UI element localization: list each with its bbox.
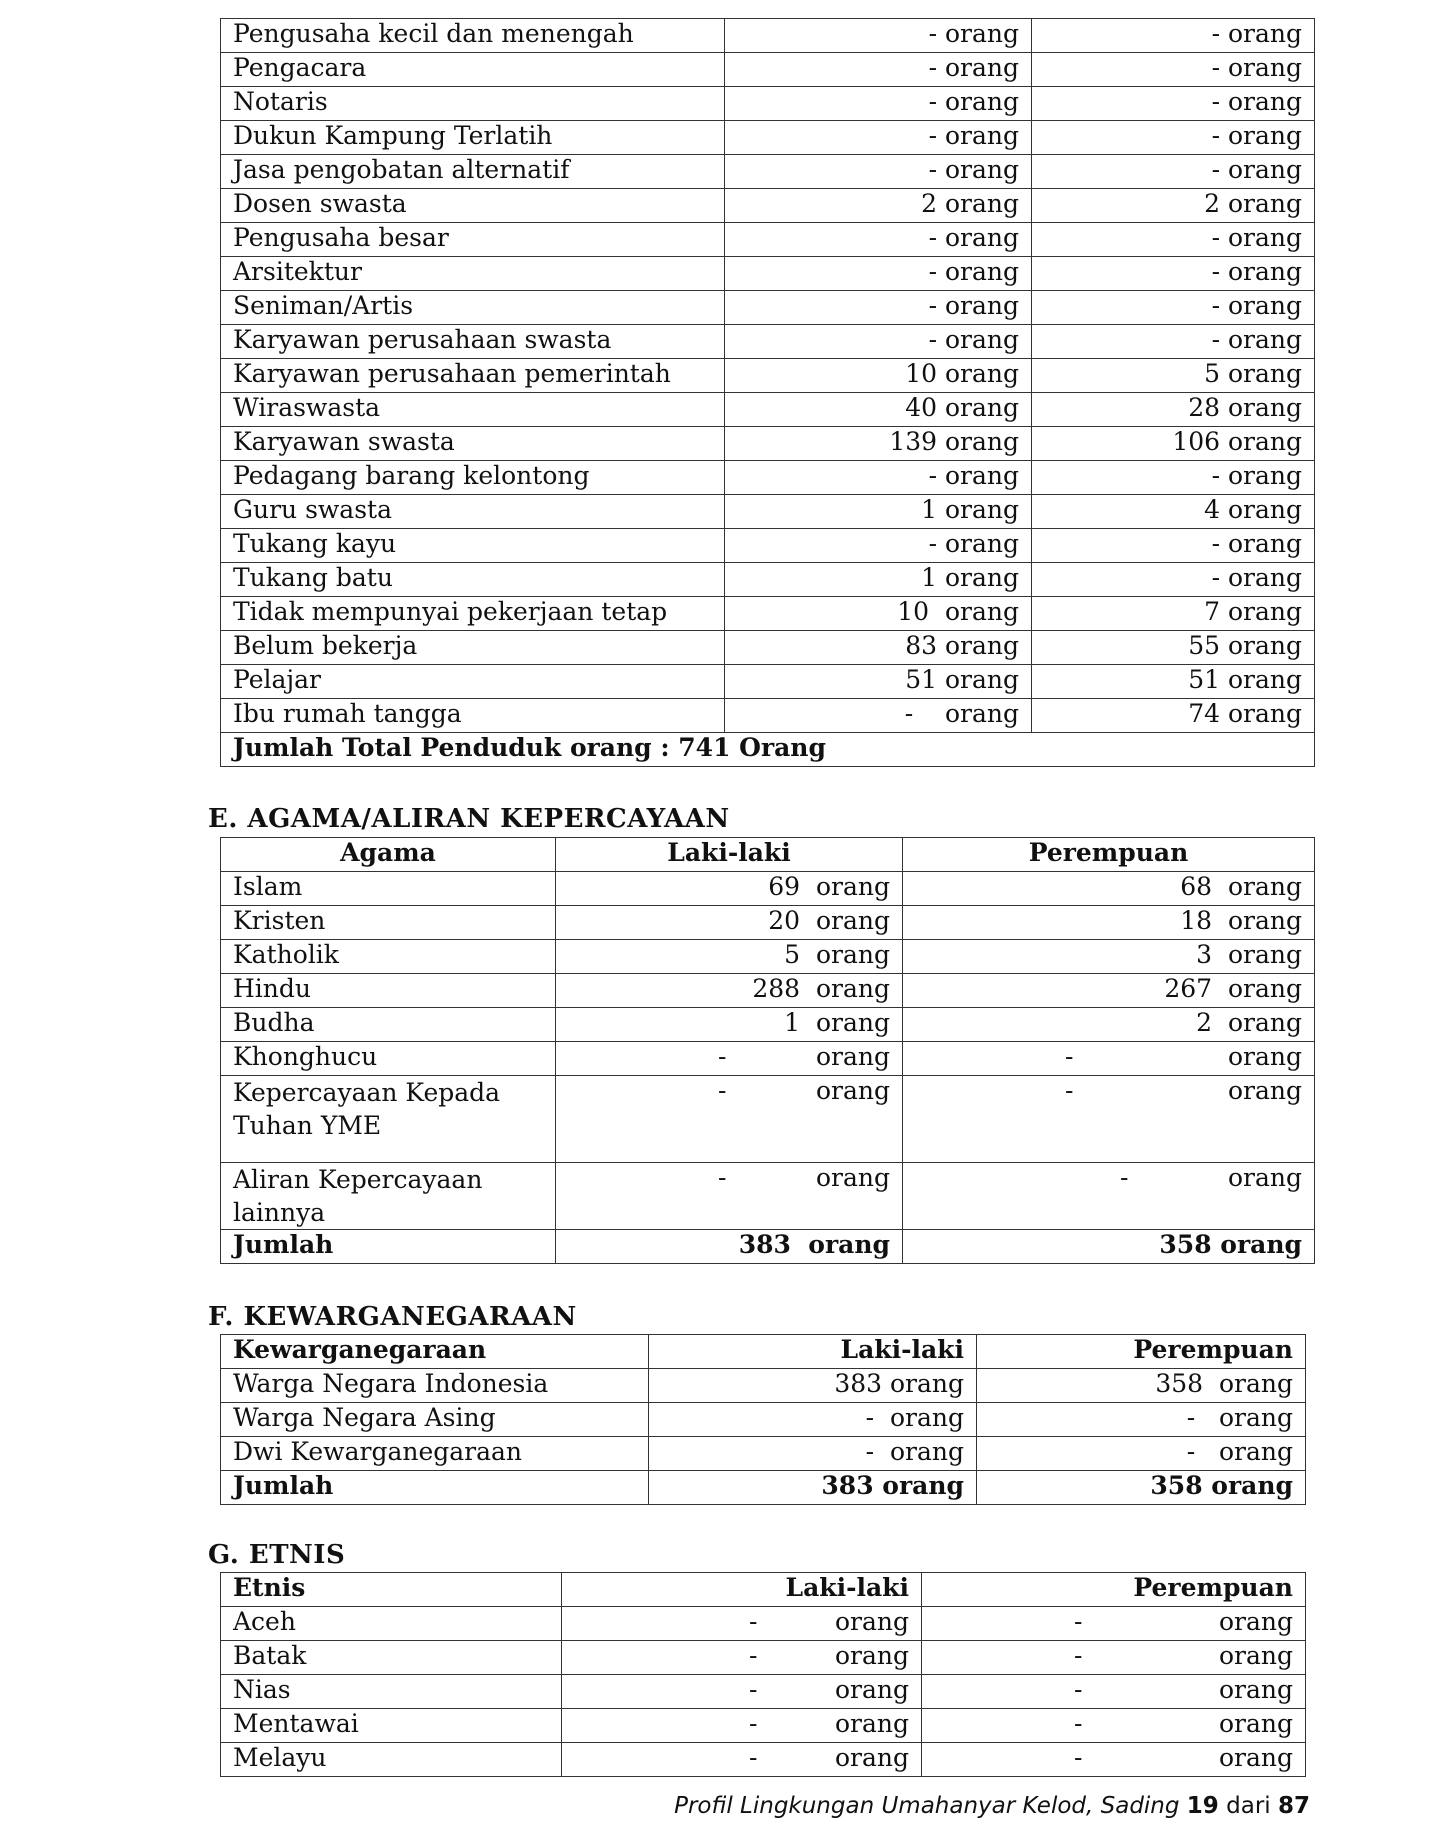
male-count (562, 1607, 922, 1641)
unit: orang (834, 1743, 909, 1772)
female-count: 51 orang (1032, 665, 1315, 699)
header-row (221, 838, 1315, 872)
male-count (562, 1675, 922, 1709)
occupation-label: Notaris (221, 87, 725, 121)
citizenship-table (220, 1334, 1306, 1505)
page-number: 19 (1186, 1793, 1219, 1819)
table-row (221, 1437, 1306, 1471)
unit: orang (834, 1709, 909, 1738)
male-count: - orang (725, 699, 1032, 733)
religion-label: Khonghucu (221, 1042, 556, 1076)
female-count (903, 906, 1315, 940)
religion-label: Kepercayaan Kepada Tuhan YME (221, 1076, 556, 1163)
male-count: 10 orang (725, 597, 1032, 631)
female-count: 4 orang (1032, 495, 1315, 529)
female-total: 358 orang (977, 1471, 1306, 1505)
table-row (221, 325, 1315, 359)
male-count: - orang (725, 325, 1032, 359)
value: 288 (752, 974, 801, 1003)
section-g-title: G. ETNIS (208, 1540, 346, 1570)
ethnicity-label: Mentawai (221, 1709, 562, 1743)
occupation-label: Pelajar (221, 665, 725, 699)
column-header: Kewarganegaraan (221, 1335, 649, 1369)
occupation-label: Ibu rumah tangga (221, 699, 725, 733)
table-row (221, 223, 1315, 257)
table-row (221, 1163, 1315, 1230)
ethnicity-label: Melayu (221, 1743, 562, 1777)
occupation-label: Dukun Kampung Terlatih (221, 121, 725, 155)
ethnicity-label: Batak (221, 1641, 562, 1675)
female-count (903, 940, 1315, 974)
female-count (903, 974, 1315, 1008)
religion-label: Hindu (221, 974, 556, 1008)
table-row (221, 563, 1315, 597)
table-row (221, 1607, 1306, 1641)
unit: orang (815, 1076, 890, 1105)
male-count: - orang (725, 461, 1032, 495)
male-count: 10 orang (725, 359, 1032, 393)
occupation-label: Tidak mempunyai pekerjaan tetap (221, 597, 725, 631)
religion-label: Katholik (221, 940, 556, 974)
occupation-label: Tukang kayu (221, 529, 725, 563)
male-count (556, 974, 903, 1008)
male-count: - orang (649, 1403, 977, 1437)
table-row (221, 1042, 1315, 1076)
table-row (221, 461, 1315, 495)
table-row (221, 495, 1315, 529)
page-footer (674, 1793, 1310, 1819)
female-count: - orang (1032, 121, 1315, 155)
header-row (221, 1573, 1306, 1607)
unit: orang (1227, 1008, 1302, 1037)
column-header: Agama (221, 838, 556, 872)
value: - (718, 1076, 727, 1105)
unit: orang (1218, 1675, 1293, 1704)
unit: orang (815, 974, 890, 1003)
female-count: - orang (1032, 53, 1315, 87)
value: - (749, 1709, 758, 1738)
male-count: - orang (725, 223, 1032, 257)
table-row (221, 974, 1315, 1008)
value: - (749, 1641, 758, 1670)
male-count: 40 orang (725, 393, 1032, 427)
male-count: - orang (725, 529, 1032, 563)
value: - (749, 1675, 758, 1704)
total-label: Jumlah Total Penduduk orang : 741 Orang (221, 733, 1315, 767)
total-label: Jumlah (221, 1471, 649, 1505)
table-row (221, 940, 1315, 974)
value: - (1074, 1607, 1083, 1636)
female-count (903, 1163, 1315, 1230)
column-header: Perempuan (977, 1335, 1306, 1369)
occupation-label: Karyawan perusahaan pemerintah (221, 359, 725, 393)
citizenship-label: Dwi Kewarganegaraan (221, 1437, 649, 1471)
female-count (903, 1076, 1315, 1163)
table-row (221, 597, 1315, 631)
female-count: - orang (1032, 223, 1315, 257)
male-count (562, 1743, 922, 1777)
female-count (903, 1008, 1315, 1042)
unit: orang (815, 1042, 890, 1071)
male-count: 383 orang (649, 1369, 977, 1403)
female-count: - orang (1032, 87, 1315, 121)
occupation-label: Karyawan swasta (221, 427, 725, 461)
value: - (1120, 1163, 1129, 1192)
occupation-label: Jasa pengobatan alternatif (221, 155, 725, 189)
female-count: 55 orang (1032, 631, 1315, 665)
column-header: Laki-laki (562, 1573, 922, 1607)
table-row (221, 359, 1315, 393)
religion-label: Kristen (221, 906, 556, 940)
female-count: - orang (977, 1403, 1306, 1437)
header-row (221, 1335, 1306, 1369)
total-row (221, 1471, 1306, 1505)
female-count: 106 orang (1032, 427, 1315, 461)
table-row (221, 665, 1315, 699)
female-count (922, 1709, 1306, 1743)
male-count: 51 orang (725, 665, 1032, 699)
male-count (556, 1163, 903, 1230)
value: 2 (1196, 1008, 1213, 1037)
female-count: - orang (977, 1437, 1306, 1471)
value: - (749, 1607, 758, 1636)
table-row (221, 1076, 1315, 1163)
unit: orang (1218, 1607, 1293, 1636)
value: - (1065, 1042, 1074, 1071)
male-count: - orang (725, 291, 1032, 325)
male-count (556, 940, 903, 974)
value: 267 (1164, 974, 1213, 1003)
unit: orang (1218, 1641, 1293, 1670)
table-row (221, 1008, 1315, 1042)
table-row (221, 631, 1315, 665)
female-count (903, 872, 1315, 906)
female-count: - orang (1032, 563, 1315, 597)
unit: orang (1218, 1709, 1293, 1738)
female-count: 358 orang (977, 1369, 1306, 1403)
value: - (1074, 1675, 1083, 1704)
male-count (562, 1709, 922, 1743)
male-count: 2 orang (725, 189, 1032, 223)
value: - (1065, 1076, 1074, 1105)
citizenship-label: Warga Negara Asing (221, 1403, 649, 1437)
female-count: 28 orang (1032, 393, 1315, 427)
religion-label: Aliran Kepercayaan lainnya (221, 1163, 556, 1230)
religion-label: Islam (221, 872, 556, 906)
male-total: 383 orang (649, 1471, 977, 1505)
female-count: - orang (1032, 461, 1315, 495)
occupation-label: Arsitektur (221, 257, 725, 291)
column-header: Perempuan (922, 1573, 1306, 1607)
unit: orang (815, 872, 890, 901)
unit: orang (1227, 872, 1302, 901)
section-f-title: F. KEWARGANEGARAAN (208, 1302, 577, 1332)
female-total: 358 orang (903, 1230, 1315, 1264)
value: - (1074, 1743, 1083, 1772)
female-count: - orang (1032, 529, 1315, 563)
unit: orang (1227, 974, 1302, 1003)
value: 18 (1180, 906, 1213, 935)
unit: orang (1227, 906, 1302, 935)
column-header: Perempuan (903, 838, 1315, 872)
value: 1 (784, 1008, 801, 1037)
ethnicity-table (220, 1572, 1306, 1777)
occupation-label: Pengusaha kecil dan menengah (221, 19, 725, 53)
male-count: 1 orang (725, 495, 1032, 529)
male-count: - orang (725, 121, 1032, 155)
unit: orang (834, 1607, 909, 1636)
value: - (718, 1042, 727, 1071)
occupation-label: Pedagang barang kelontong (221, 461, 725, 495)
value: 3 (1196, 940, 1213, 969)
column-header: Laki-laki (649, 1335, 977, 1369)
value: - (749, 1743, 758, 1772)
table-row (221, 291, 1315, 325)
religion-table (220, 837, 1315, 1264)
female-count: 2 orang (1032, 189, 1315, 223)
total-pages: 87 (1277, 1793, 1310, 1819)
ethnicity-label: Aceh (221, 1607, 562, 1641)
occupation-label: Dosen swasta (221, 189, 725, 223)
total-row (221, 1230, 1315, 1264)
unit: orang (1227, 1163, 1302, 1192)
unit: orang (834, 1675, 909, 1704)
male-count: - orang (725, 53, 1032, 87)
female-count (903, 1042, 1315, 1076)
table-row (221, 155, 1315, 189)
female-count: - orang (1032, 291, 1315, 325)
male-count: - orang (725, 257, 1032, 291)
unit: orang (1218, 1743, 1293, 1772)
male-count: - orang (725, 155, 1032, 189)
male-count: 1 orang (725, 563, 1032, 597)
female-count (922, 1607, 1306, 1641)
table-row (221, 1709, 1306, 1743)
female-count (922, 1743, 1306, 1777)
table-row (221, 19, 1315, 53)
value: - (1074, 1709, 1083, 1738)
table-row (221, 393, 1315, 427)
male-count (556, 1008, 903, 1042)
female-count: 74 orang (1032, 699, 1315, 733)
female-count (922, 1675, 1306, 1709)
table-row (221, 257, 1315, 291)
total-label: Jumlah (221, 1230, 556, 1264)
male-count: 139 orang (725, 427, 1032, 461)
occupation-label: Karyawan perusahaan swasta (221, 325, 725, 359)
male-count (562, 1641, 922, 1675)
male-count: - orang (725, 87, 1032, 121)
male-count: - orang (725, 19, 1032, 53)
value: 69 (768, 872, 801, 901)
unit: orang (815, 940, 890, 969)
occupation-label: Tukang batu (221, 563, 725, 597)
unit: orang (834, 1641, 909, 1670)
unit: orang (1227, 940, 1302, 969)
female-count (922, 1641, 1306, 1675)
male-total: 383 orang (556, 1230, 903, 1264)
table-row (221, 906, 1315, 940)
table-row (221, 427, 1315, 461)
column-header: Etnis (221, 1573, 562, 1607)
female-count: 5 orang (1032, 359, 1315, 393)
table-row (221, 699, 1315, 733)
table-row (221, 1675, 1306, 1709)
female-count: 7 orang (1032, 597, 1315, 631)
male-count (556, 872, 903, 906)
table-row (221, 1403, 1306, 1437)
value: 68 (1180, 872, 1213, 901)
table-row (221, 1743, 1306, 1777)
table-row (221, 872, 1315, 906)
occupation-table (220, 18, 1315, 767)
female-count: - orang (1032, 257, 1315, 291)
male-count: - orang (649, 1437, 977, 1471)
female-count: - orang (1032, 19, 1315, 53)
female-count: - orang (1032, 155, 1315, 189)
value: 20 (768, 906, 801, 935)
male-count (556, 1076, 903, 1163)
unit: orang (815, 1008, 890, 1037)
footer-title: Profil Lingkungan Umahanyar Kelod, Sading (674, 1793, 1180, 1819)
male-count (556, 906, 903, 940)
table-row (221, 1369, 1306, 1403)
occupation-label: Pengusaha besar (221, 223, 725, 257)
male-count: 83 orang (725, 631, 1032, 665)
unit: orang (815, 906, 890, 935)
table-row (221, 189, 1315, 223)
citizenship-label: Warga Negara Indonesia (221, 1369, 649, 1403)
section-e-title: E. AGAMA/ALIRAN KEPERCAYAAN (208, 804, 730, 834)
occupation-label: Wiraswasta (221, 393, 725, 427)
footer-of: dari (1226, 1793, 1271, 1819)
occupation-label: Pengacara (221, 53, 725, 87)
table-row (221, 53, 1315, 87)
table-row (221, 121, 1315, 155)
religion-label: Budha (221, 1008, 556, 1042)
unit: orang (815, 1163, 890, 1192)
column-header: Laki-laki (556, 838, 903, 872)
male-count (556, 1042, 903, 1076)
occupation-label: Seniman/Artis (221, 291, 725, 325)
value: - (1074, 1641, 1083, 1670)
value: 5 (784, 940, 801, 969)
occupation-label: Guru swasta (221, 495, 725, 529)
occupation-label: Belum bekerja (221, 631, 725, 665)
unit: orang (1227, 1042, 1302, 1071)
table-row (221, 87, 1315, 121)
ethnicity-label: Nias (221, 1675, 562, 1709)
value: - (718, 1163, 727, 1192)
table-row (221, 1641, 1306, 1675)
total-row (221, 733, 1315, 767)
table-row (221, 529, 1315, 563)
female-count: - orang (1032, 325, 1315, 359)
unit: orang (1227, 1076, 1302, 1105)
